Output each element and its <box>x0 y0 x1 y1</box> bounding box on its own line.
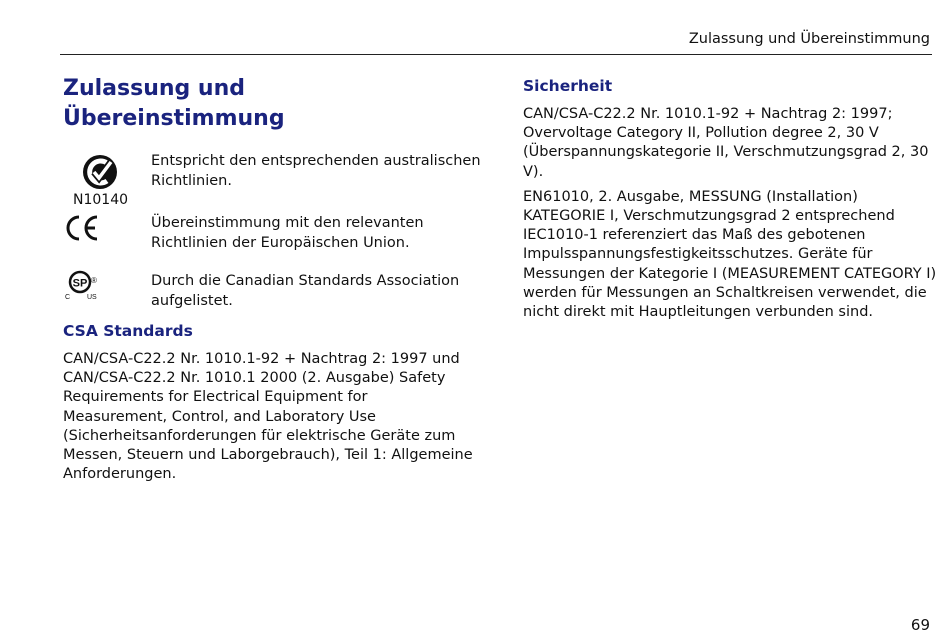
cert-text-csa: Durch die Canadian Standards Association aufgelistet. <box>151 273 460 309</box>
cert-text-australia: Entspricht den entsprechenden australischen Richtlinien. <box>151 153 481 189</box>
safety-heading: Sicherheit <box>523 77 613 95</box>
csa-right-letters: US <box>87 294 97 301</box>
cert-row-eu <box>63 214 473 269</box>
csa-reg-mark: ® <box>91 276 97 285</box>
cert-row-australia <box>63 148 481 214</box>
c-tick-caption: N10140 <box>73 192 129 208</box>
header-rule <box>60 54 932 55</box>
safety-paragraph-2: EN61010, 2. Ausgabe, MESSUNG (Installation) KATEGORIE I, Verschmutzungsgrad 2 entsprechend IEC1010-1 referenziert das Maß des gebotenen Impulsspannungsfestigkeitsschutzes. Geräte für Messungen der Kategorie I (MEASUREMENT CATEGORY I) werden für Messungen an Schaltkreisen verwendet, die nicht direkt mit Hauptleitungen verbunden sind. <box>523 188 937 321</box>
cert-text-eu: Übereinstimmung mit den relevanten Richtlinien der Europäischen Union. <box>151 215 424 251</box>
page-number: 69 <box>910 616 930 634</box>
right-column <box>523 76 938 322</box>
cert-row-csa <box>63 269 473 319</box>
left-column <box>63 74 481 484</box>
csa-standards-heading: CSA Standards <box>63 322 193 340</box>
csa-letters: SP <box>72 277 88 290</box>
csa-left-letter: C <box>65 294 71 301</box>
csa-standards-text: CAN/CSA-C22.2 Nr. 1010.1-92 + Nachtrag 2: 1997 und CAN/CSA-C22.2 Nr. 1010.1 2000 (2. Ausgabe) Safety Requirements for Electrical Equipment for Measurement, Control, and Laboratory Use (Sicherheitsanforderungen für elektrische Geräte zum Messen, Steuern und Laborgebrauch), Teil 1: Allgemeine Anforderungen. <box>63 351 473 483</box>
running-header: Zulassung und Übereinstimmung <box>688 31 930 47</box>
safety-paragraph-1: CAN/CSA-C22.2 Nr. 1010.1-92 + Nachtrag 2: 1997; Overvoltage Category II, Pollution degree 2, 30 V (Überspannungskategorie II, Verschmutzungsgrad 2, 30 V). <box>523 106 929 180</box>
page-title: Zulassung und Übereinstimmung <box>63 76 285 131</box>
